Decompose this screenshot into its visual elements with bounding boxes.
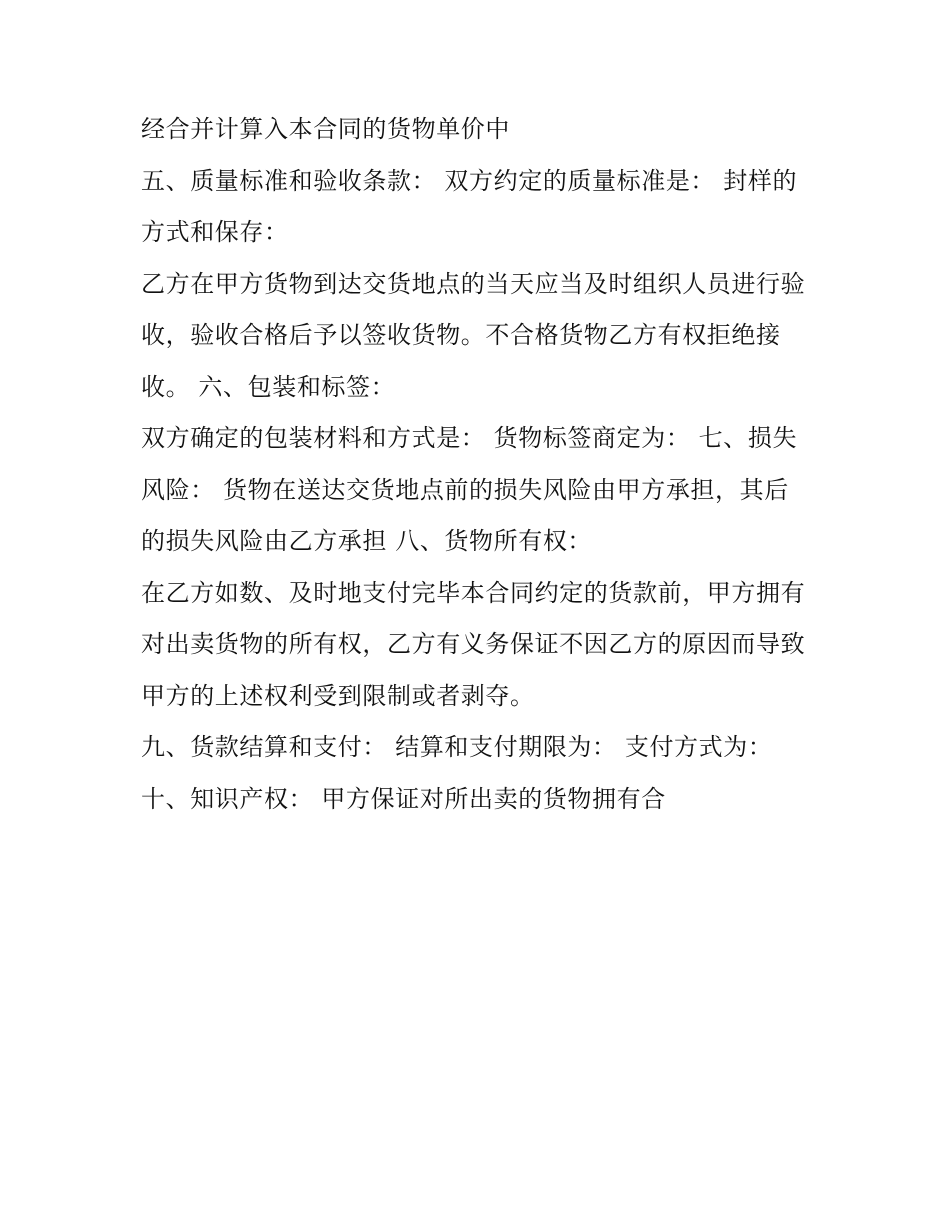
text-line: 方式和保存： [141, 218, 289, 246]
text-line: 十、知识产权： 甲方保证对所出卖的货物拥有合 [141, 784, 666, 813]
text-line: 对出卖货物的所有权，乙方有义务保证不因乙方的原因而导致 [141, 630, 806, 658]
text-line: 的损失风险由乙方承担 八、货物所有权： [141, 527, 593, 555]
text-line: 收。 六、包装和标签： [141, 372, 396, 401]
text-line: 双方确定的包装材料和方式是： 货物标签商定为： 七、损失 [141, 424, 798, 452]
text-line: 五、质量标准和验收条款： 双方约定的质量标准是： 封样的 [141, 166, 798, 195]
text-line: 乙方在甲方货物到达交货地点的当天应当及时组织人员进行验 [141, 269, 806, 298]
text-line: 九、货款结算和支付： 结算和支付期限为： 支付方式为： [141, 733, 773, 761]
text-line: 甲方的上述权利受到限制或者剥夺。 [141, 681, 535, 710]
text-line: 风险： 货物在送达交货地点前的损失风险由甲方承担，其后 [141, 475, 789, 504]
text-line: 收，验收合格后予以签收货物。不合格货物乙方有权拒绝接 [141, 321, 781, 349]
text-line: 在乙方如数、及时地支付完毕本合同约定的货款前，甲方拥有 [141, 578, 806, 607]
text-line: 经合并计算入本合同的货物单价中 [141, 115, 510, 143]
contract-text [141, 104, 821, 825]
